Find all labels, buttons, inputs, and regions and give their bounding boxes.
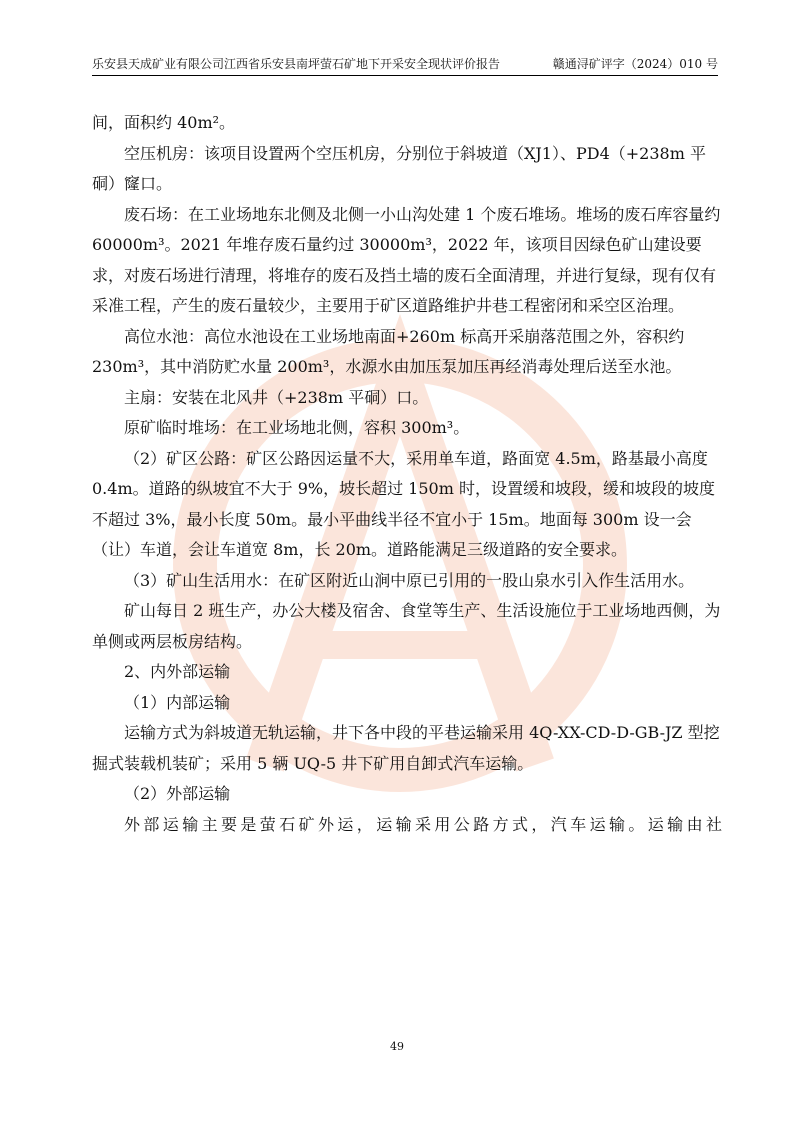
page-number: 49	[390, 1040, 404, 1053]
document-body	[92, 108, 722, 840]
paragraph: （2）矿区公路：矿区公路因运量不大，采用单车道，路面宽 4.5m，路基最小高度 0.4m。道路的纵坡宜不大于 9%，坡长超过 150m 时，设置缓和坡段，缓和坡段的坡度不超过 3%，最小长度 50m。最小平曲线半径不宜小于 15m。地面每 300m 设一会（让）车道，会让车道宽 8m，长 20m。道路能满足三级道路的安全要求。	[92, 448, 715, 559]
paragraph: 矿山每日 2 班生产，办公大楼及宿舍、食堂等生产、生活设施位于工业场地西侧，为单侧或两层板房结构。	[92, 601, 721, 651]
subsection-heading: （2）外部运输	[124, 784, 231, 803]
page-header	[92, 55, 718, 73]
paragraph: 外部运输主要是萤石矿外运，运输采用公路方式，汽车运输。运输由社	[124, 814, 722, 834]
paragraph: 高位水池：高位水池设在工业场地南面+260m 标高开采崩落范围之外，容积约 230m³，其中消防贮水量 200m³，水源水由加压泵加压再经消毒处理后送至水池。	[92, 326, 685, 376]
subsection-heading: （1）内部运输	[124, 692, 231, 712]
paragraph: 主扇：安装在北风井（+238m 平硐）口。	[124, 387, 429, 407]
report-title: 乐安县天成矿业有限公司江西省乐安县南坪萤石矿地下开采安全现状评价报告	[92, 57, 501, 71]
paragraph: 废石场：在工业场地东北侧及北侧一小山沟处建 1 个废石堆场。堆场的废石库容量约 60000m³。2021 年堆存废石量约过 30000m³，2022 年，该项目因绿色矿山建设要求，对废石场进行清理，将堆存的废石及挡土墙的废石全面清理，并进行复绿，现有仅有采准工程，产生的废石量较少，主要用于矿区道路维护井巷工程密闭和采空区治理。	[92, 204, 721, 315]
section-heading: 2、内外部运输	[124, 662, 231, 681]
paragraph: 空压机房：该项目设置两个空压机房，分别位于斜坡道（XJ1）、PD4（+238m 平硐）窿口。	[92, 143, 706, 193]
report-number: 赣通浔矿评字（2024）010 号	[552, 57, 718, 71]
paragraph: （3）矿山生活用水：在矿区附近山涧中原已引用的一股山泉水引入作生活用水。	[124, 570, 695, 590]
paragraph: 原矿临时堆场：在工业场地北侧，容积 300m³。	[124, 418, 470, 437]
paragraph: 运输方式为斜坡道无轨运输，井下各中段的平巷运输采用 4Q-XX-CD-D-GB-JZ 型挖掘式装载机装矿；采用 5 辆 UQ-5 井下矿用自卸式汽车运输。	[92, 723, 720, 773]
header-divider	[92, 75, 718, 76]
paragraph: 间，面积约 40m²。	[92, 113, 236, 132]
